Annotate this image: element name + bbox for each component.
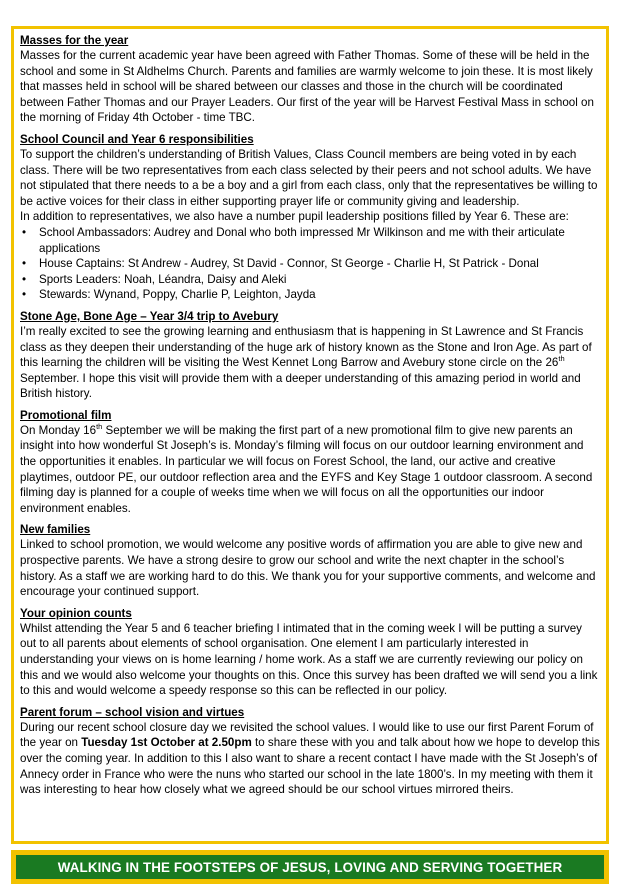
ordinal-suffix: th — [96, 422, 103, 432]
ordinal-suffix: th — [558, 354, 565, 364]
section-paragraph — [20, 423, 601, 517]
list-item — [20, 256, 601, 272]
newsletter-content-box — [11, 26, 609, 844]
section-paragraph: Linked to school promotion, we would welcome any positive words of affirmation you are able to give new and prospective parents. We have a strong desire to grow our school and write the next chapter in the school’s history. As a staff we are working hard to do this. We thank you for your supportive comments, and welcome and encourage your continued support. — [20, 538, 596, 599]
section-heading: New families — [20, 523, 91, 537]
section-promotional-film — [20, 408, 601, 517]
section-masses — [20, 33, 601, 126]
list-item — [20, 272, 601, 288]
paragraph-text: During our recent school closure day we revisited the school values. I would like to use our first Parent Forum of the year on — [20, 720, 594, 750]
bullet-icon: • — [22, 272, 27, 286]
section-heading: School Council and Year 6 responsibilities — [20, 132, 254, 146]
section-paragraph: To support the children’s understanding of British Values, Class Council members are being voted in by each class. There will be two representatives from each class selected by their peers and not school adults. We have not stipulated that there needs to a be a boy and a girl from each class, only that the representatives be willing to be active voices for their class in either supporting prayer life or community giving and leadership. — [20, 147, 598, 208]
list-item-text: House Captains: St Andrew - Audrey, St David - Connor, St George - Charlie H, St Patrick - Donal — [39, 257, 539, 271]
paragraph-text: On Monday 16 — [20, 423, 97, 437]
section-paragraph — [20, 324, 601, 402]
section-heading: Parent forum – school vision and virtues — [20, 705, 245, 719]
paragraph-text: September we will be making the first part of a new promotional film to give new parents an insight into how wonderful St Joseph’s is. Monday’s filming will focus on our outdoor learning environment and the opportunities it enables. In particular we will focus on Forest School, the land, our active and creative playtimes, outdoor PE, our outdoor reflection area and the EYFS and Key Stage 1 outdoor classroom. A second filming day is planned for a couple of weeks time when we will focus on all the opportunities our indoor environment enables. — [20, 423, 593, 515]
section-paragraph: In addition to representatives, we also have a number pupil leadership positions filled by Year 6. These are: — [20, 210, 569, 224]
section-opinion-counts — [20, 606, 601, 699]
bullet-icon: • — [22, 225, 27, 239]
list-item-text: Stewards: Wynand, Poppy, Charlie P, Leighton, Jayda — [39, 288, 316, 302]
section-heading: Stone Age, Bone Age – Year 3/4 trip to Avebury — [20, 309, 279, 323]
leadership-list — [20, 225, 601, 303]
paragraph-text: to share these with you and talk about how we hope to develop this over the coming year. In addition to this I also want to share a recent contact I have made with the St Joseph’s of Annecy order in France who were the nuns who started our school in the late 1800’s. In my meeting with them it was interesting to hear how closely what we agreed should be our school virtues mirrored theirs. — [20, 736, 600, 797]
paragraph-text: I’m really excited to see the growing learning and enthusiasm that is happening in St Lawrence and St Francis class as they deepen their understanding of the huge ark of history known as the Stone and Iron Age. As part of this learning the children will be visiting the West Kennet Long Barrow and Avebury stone circle on the 26 — [20, 324, 592, 370]
section-paragraph: Masses for the current academic year have been agreed with Father Thomas. Some of these will be held in the school and some in St Aldhelms Church. Parents and families are warmly welcome to join these. It is most likely that masses held in school will be shared between our classes and those in the church will be coordinated between Father Thomas and our Prayer Leaders. Our first of the year will be Harvest Festival Mass in school on the morning of Friday 4th October - time TBC. — [20, 49, 594, 125]
section-parent-forum — [20, 705, 601, 798]
motto-text: WALKING IN THE FOOTSTEPS OF JESUS, LOVING AND SERVING TOGETHER — [16, 855, 604, 879]
section-new-families — [20, 522, 601, 599]
section-paragraph — [20, 720, 601, 798]
section-heading: Your opinion counts — [20, 606, 132, 620]
section-avebury-trip — [20, 309, 601, 402]
section-school-council — [20, 132, 601, 303]
bullet-icon: • — [22, 257, 27, 271]
list-item-text: School Ambassadors: Audrey and Donal who both impressed Mr Wilkinson and me with their articulate applications — [39, 225, 565, 255]
list-item-text: Sports Leaders: Noah, Léandra, Daisy and Aleki — [39, 272, 287, 286]
bullet-icon: • — [22, 288, 27, 302]
motto-banner — [11, 850, 609, 884]
section-heading: Promotional film — [20, 408, 112, 422]
paragraph-text: September. I hope this visit will provide them with a deeper understanding of this amazing period in world and British history. — [20, 371, 581, 401]
forum-date-highlight: Tuesday 1st October at 2.50pm — [81, 736, 252, 750]
section-heading: Masses for the year — [20, 34, 129, 47]
list-item — [20, 225, 601, 256]
section-paragraph: Whilst attending the Year 5 and 6 teacher briefing I intimated that in the coming week I will be putting a survey out to all parents about elements of school organisation. One element I am particularly interested in understanding your views on is home learning / home work. As a staff we are currently reviewing our policy on this and we would also welcome your thoughts on this. Once this survey has been drafted we will send you a link to this and would welcome a speedy response so this can be reflected in our policy. — [20, 621, 598, 698]
list-item — [20, 287, 601, 303]
